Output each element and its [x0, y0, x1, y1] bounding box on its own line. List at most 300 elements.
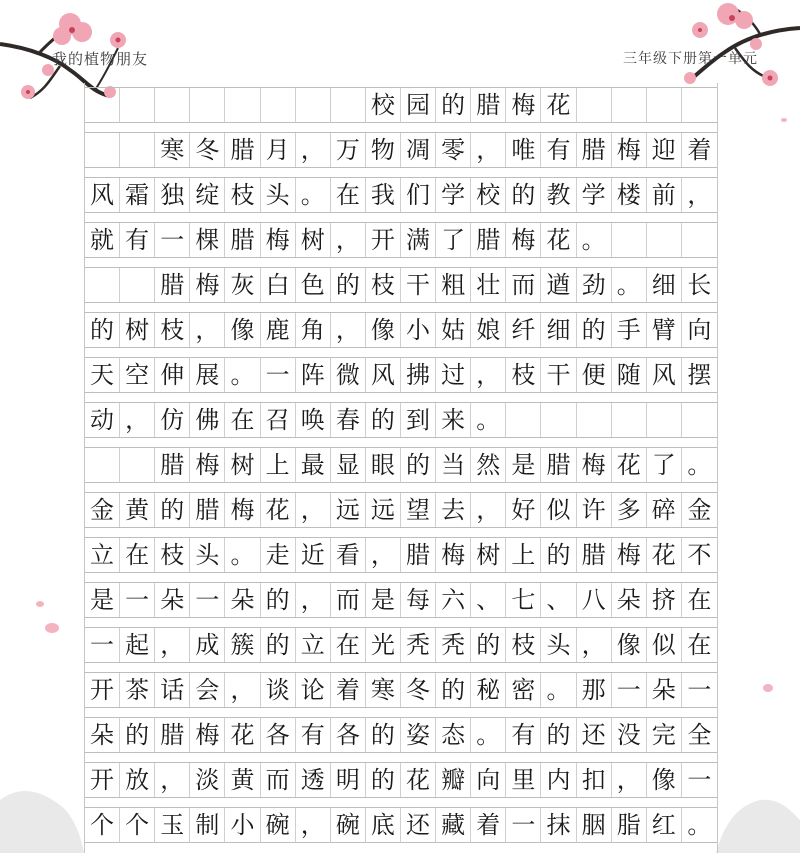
grid-cell: 着 [331, 673, 366, 707]
grid-cell: 的 [85, 313, 120, 347]
grid-cell: 密 [506, 673, 541, 707]
grid-cell [120, 448, 155, 482]
grid-cell: 远 [331, 493, 366, 527]
grid-paper-sheet [84, 83, 718, 853]
grid-cell: 的 [366, 403, 401, 437]
grid-cell: 扣 [577, 763, 612, 797]
grid-cell [120, 133, 155, 167]
grid-cell: 的 [577, 313, 612, 347]
grid-cell: 八 [577, 583, 612, 617]
grid-cell [682, 88, 717, 122]
grid-cell: 朵 [155, 583, 190, 617]
grid-cell: 没 [612, 718, 647, 752]
grid-cell: 干 [541, 358, 576, 392]
grid-cell: ， [331, 313, 366, 347]
grid-cell: 头 [190, 538, 225, 572]
grid-cell: 在 [331, 178, 366, 212]
grid-cell [541, 403, 576, 437]
grid-cell: 的 [401, 448, 436, 482]
unit-theme-label: 我的植物朋友 [52, 50, 149, 68]
grid-cell: 而 [506, 268, 541, 302]
grid-cell: 看 [331, 538, 366, 572]
grid-cell: 不 [687, 541, 712, 569]
grid-cell [682, 403, 717, 437]
grid-cell: 仿 [155, 403, 190, 437]
grid-cell: 碗 [261, 808, 296, 842]
grid-cell: 态 [436, 718, 471, 752]
grid-cell: 朵 [647, 673, 682, 707]
grid-cell: 、 [541, 583, 576, 617]
grid-cell: 零 [436, 133, 471, 167]
grid-cell: 灰 [225, 268, 260, 302]
grid-cell: 一 [120, 583, 155, 617]
grid-cell: 秘 [471, 673, 506, 707]
grid-cell: 枝 [155, 538, 190, 572]
grid-cell: 教 [541, 178, 576, 212]
grid-cell [85, 88, 120, 122]
grid-cell: 而 [261, 763, 296, 797]
grid-cell: 有 [296, 718, 331, 752]
essay-line [85, 537, 717, 573]
grid-cell: 树 [471, 538, 506, 572]
grid-cell: 到 [401, 403, 436, 437]
grid-cell: 遒 [541, 268, 576, 302]
grid-cell: 簇 [225, 628, 260, 662]
grid-cell: 迎 [647, 133, 682, 167]
grid-cell: 梅 [190, 718, 225, 752]
grid-cell: 的 [366, 763, 401, 797]
grid-cell: 的 [436, 88, 471, 122]
grid-cell: 唯 [506, 133, 541, 167]
grid-cell: 了 [436, 223, 471, 257]
grid-cell: 凋 [401, 133, 436, 167]
grid-cell: 。 [471, 718, 506, 752]
grid-cell [85, 133, 120, 167]
grid-cell: 当 [436, 448, 471, 482]
grid-cell: 的 [261, 628, 296, 662]
grid-cell: 黄 [225, 763, 260, 797]
grid-cell: 角 [296, 313, 331, 347]
grid-cell [190, 88, 225, 122]
grid-cell: 梅 [436, 538, 471, 572]
grid-cell [225, 88, 260, 122]
grid-cell: ， [366, 538, 401, 572]
grid-cell: 花 [225, 718, 260, 752]
grid-cell: 一 [155, 223, 190, 257]
grid-cell [296, 88, 331, 122]
grid-cell: 像 [225, 313, 260, 347]
grid-cell: 一 [687, 766, 712, 794]
grid-cell: 树 [225, 448, 260, 482]
grid-cell: 小 [225, 808, 260, 842]
grid-cell: 七 [506, 583, 541, 617]
grid-cell: 金 [85, 493, 120, 527]
grid-cell: 开 [85, 763, 120, 797]
grid-cell: 成 [190, 628, 225, 662]
grid-cell: 像 [612, 628, 647, 662]
grid-cell: 花 [261, 493, 296, 527]
essay-line [85, 582, 717, 618]
grid-cell: 佛 [190, 403, 225, 437]
grid-cell: 了 [647, 448, 682, 482]
grid-cell: 起 [120, 628, 155, 662]
grid-cell: 向 [471, 763, 506, 797]
grid-cell: 园 [401, 88, 436, 122]
grid-cell [612, 403, 647, 437]
grid-cell: 金 [687, 496, 712, 524]
grid-cell: 梅 [225, 493, 260, 527]
grid-cell: 像 [647, 763, 682, 797]
grid-cell: 空 [120, 358, 155, 392]
grid-cell: 黄 [120, 493, 155, 527]
grid-cell: ， [612, 763, 647, 797]
grid-cell: 校 [471, 178, 506, 212]
grid-cell: 树 [296, 223, 331, 257]
essay-line [85, 672, 717, 708]
grid-cell: 碎 [647, 493, 682, 527]
grid-cell: 秃 [401, 628, 436, 662]
grid-cell: 着 [471, 808, 506, 842]
grid-cell: 近 [296, 538, 331, 572]
essay-line [85, 717, 717, 753]
grid-cell: 干 [401, 268, 436, 302]
grid-cell: 壮 [471, 268, 506, 302]
grid-cell: 明 [331, 763, 366, 797]
grid-cell: 腊 [471, 88, 506, 122]
grid-cell: 头 [541, 628, 576, 662]
grid-cell: 枝 [506, 628, 541, 662]
grid-cell: 独 [155, 178, 190, 212]
grid-cell: 开 [366, 223, 401, 257]
grid-cell: 腊 [471, 223, 506, 257]
grid-cell: 个 [120, 808, 155, 842]
grid-cell: 梅 [261, 223, 296, 257]
grid-cell: 朵 [225, 583, 260, 617]
grid-cell: 朵 [612, 583, 647, 617]
grid-cell: 显 [331, 448, 366, 482]
grid-cell: 秃 [436, 628, 471, 662]
grid-cell: 一 [261, 358, 296, 392]
grid-cell: 拂 [401, 358, 436, 392]
grid-cell: 好 [506, 493, 541, 527]
grid-cell: 红 [647, 808, 682, 842]
grid-cell: 茶 [120, 673, 155, 707]
grid-cell: 个 [85, 808, 120, 842]
grid-cell: 一 [612, 673, 647, 707]
grid-cell: 话 [155, 673, 190, 707]
grid-cell: 一 [687, 676, 712, 704]
grid-cell: 棵 [190, 223, 225, 257]
grid-cell: 会 [190, 673, 225, 707]
grid-cell: 枝 [225, 178, 260, 212]
grid-cell [682, 223, 717, 257]
grid-cell [577, 403, 612, 437]
grid-cell: 似 [647, 628, 682, 662]
grid-cell: 花 [612, 448, 647, 482]
grid-cell: 娘 [471, 313, 506, 347]
grid-cell: 有 [506, 718, 541, 752]
grid-cell: 风 [366, 358, 401, 392]
grid-cell: ， [471, 493, 506, 527]
grid-cell: 的 [506, 178, 541, 212]
grid-cell [577, 88, 612, 122]
grid-cell: 鹿 [261, 313, 296, 347]
grid-cell: 色 [296, 268, 331, 302]
grid-cell: 谈 [261, 673, 296, 707]
grid-cell: 冬 [401, 673, 436, 707]
grid-cell: 的 [541, 538, 576, 572]
grid-cell: 微 [331, 358, 366, 392]
grid-cell: 透 [296, 763, 331, 797]
grid-cell: 物 [366, 133, 401, 167]
grid-cell [647, 88, 682, 122]
grid-cell: 纤 [506, 313, 541, 347]
grid-cell: ， [331, 223, 366, 257]
grid-cell: 霜 [120, 178, 155, 212]
grid-cell: 在 [120, 538, 155, 572]
grid-cell: 细 [541, 313, 576, 347]
grid-cell: 放 [120, 763, 155, 797]
grid-cell: 那 [577, 673, 612, 707]
grid-cell: 梅 [506, 88, 541, 122]
grid-cell: ， [471, 358, 506, 392]
grid-cell: 远 [366, 493, 401, 527]
grid-cell: 头 [261, 178, 296, 212]
grid-cell: ， [190, 313, 225, 347]
grid-cell: 梅 [612, 538, 647, 572]
grid-cell: 是 [366, 583, 401, 617]
grid-cell: 在 [331, 628, 366, 662]
grid-cell: 着 [687, 136, 712, 164]
grid-cell: 、 [471, 583, 506, 617]
grid-cell: ， [155, 628, 190, 662]
essay-title-row [85, 87, 717, 123]
grid-cell: 各 [261, 718, 296, 752]
grid-cell: 制 [190, 808, 225, 842]
grid-cell: 的 [471, 628, 506, 662]
grid-cell: 腊 [541, 448, 576, 482]
grid-cell: 梅 [190, 268, 225, 302]
grid-cell: 六 [436, 583, 471, 617]
grid-cell: 随 [612, 358, 647, 392]
grid-cell: 的 [331, 268, 366, 302]
grid-cell: 像 [366, 313, 401, 347]
grid-cell: 唤 [296, 403, 331, 437]
grid-cell: 我 [366, 178, 401, 212]
grid-cell: 里 [506, 763, 541, 797]
grid-cell: 腊 [225, 223, 260, 257]
grid-cell: 多 [612, 493, 647, 527]
grid-cell: 似 [541, 493, 576, 527]
grid-cell: 脂 [612, 808, 647, 842]
grid-cell: 胭 [577, 808, 612, 842]
grid-cell: 便 [577, 358, 612, 392]
plum-blossom-branch-right-icon [684, 3, 800, 86]
grid-cell: 玉 [155, 808, 190, 842]
grid-cell: 开 [85, 673, 120, 707]
grid-cell: 展 [190, 358, 225, 392]
grid-cell: 一 [85, 628, 120, 662]
grid-cell: 腊 [577, 133, 612, 167]
grid-cell: 长 [687, 271, 712, 299]
grid-cell: 。 [296, 178, 331, 212]
grid-cell: 姑 [436, 313, 471, 347]
grid-cell: 眼 [366, 448, 401, 482]
essay-line [85, 447, 717, 483]
grid-cell: 满 [401, 223, 436, 257]
grid-cell: 楼 [612, 178, 647, 212]
grid-cell: 伸 [155, 358, 190, 392]
grid-cell: 树 [120, 313, 155, 347]
grid-cell: 的 [155, 493, 190, 527]
grid-cell: 有 [120, 223, 155, 257]
grid-cell: 立 [85, 538, 120, 572]
grid-cell: 最 [296, 448, 331, 482]
essay-line [85, 357, 717, 393]
grid-cell: 梅 [190, 448, 225, 482]
grid-cell: ， [155, 763, 190, 797]
grid-cell: 枝 [155, 313, 190, 347]
grid-cell: 花 [401, 763, 436, 797]
grid-cell [331, 88, 366, 122]
grid-cell: 抹 [541, 808, 576, 842]
grade-unit-label: 三年级下册第一单元 [623, 51, 758, 67]
grid-cell: 花 [541, 223, 576, 257]
grid-cell: 前 [647, 178, 682, 212]
grid-cell: 望 [401, 493, 436, 527]
grid-cell: 学 [436, 178, 471, 212]
grid-cell: 花 [647, 538, 682, 572]
grid-cell: 然 [471, 448, 506, 482]
grid-cell: 枝 [366, 268, 401, 302]
grid-cell: 。 [577, 223, 612, 257]
grid-cell: 的 [436, 673, 471, 707]
grid-cell: 学 [577, 178, 612, 212]
grid-cell: 阵 [296, 358, 331, 392]
grid-cell: 光 [366, 628, 401, 662]
grid-cell: 枝 [506, 358, 541, 392]
essay-line [85, 222, 717, 258]
grid-cell: 万 [331, 133, 366, 167]
grid-cell [506, 403, 541, 437]
grid-cell: 全 [687, 721, 712, 749]
grid-cell: 底 [366, 808, 401, 842]
grid-cell: 一 [190, 583, 225, 617]
grid-cell: 走 [261, 538, 296, 572]
grid-cell [120, 268, 155, 302]
grid-cell: 瓣 [436, 763, 471, 797]
grid-cell: 冬 [190, 133, 225, 167]
grid-cell: 是 [506, 448, 541, 482]
grid-cell: 腊 [577, 538, 612, 572]
grid-cell: 在 [687, 631, 712, 659]
grid-cell: 寒 [155, 133, 190, 167]
grid-cell: 论 [296, 673, 331, 707]
grid-cell: 绽 [190, 178, 225, 212]
grid-cell: ， [296, 133, 331, 167]
grid-cell: 腊 [155, 268, 190, 302]
grid-cell: 来 [436, 403, 471, 437]
grid-cell: 臂 [647, 313, 682, 347]
grid-cell: ， [687, 181, 712, 209]
grid-cell: 风 [647, 358, 682, 392]
grid-cell: 向 [687, 316, 712, 344]
grid-cell: 上 [261, 448, 296, 482]
grid-cell: 上 [506, 538, 541, 572]
essay-line [85, 402, 717, 438]
essay-line [85, 627, 717, 663]
grid-cell: 过 [436, 358, 471, 392]
grid-cell [155, 88, 190, 122]
grid-cell [612, 88, 647, 122]
grid-cell: 天 [85, 358, 120, 392]
grid-cell: 劲 [577, 268, 612, 302]
grid-cell: 内 [541, 763, 576, 797]
grid-cell: 挤 [647, 583, 682, 617]
grid-cell: 腊 [190, 493, 225, 527]
grid-cell: ， [471, 133, 506, 167]
grid-cell: ， [577, 628, 612, 662]
grid-cell: 藏 [436, 808, 471, 842]
grid-cell: 腊 [401, 538, 436, 572]
grid-cell: 梅 [506, 223, 541, 257]
grid-cell: 召 [261, 403, 296, 437]
essay-line [85, 492, 717, 528]
grid-cell: 风 [85, 178, 120, 212]
grid-cell: 去 [436, 493, 471, 527]
grid-cell: 腊 [155, 718, 190, 752]
grid-cell: 梅 [612, 133, 647, 167]
grid-cell: 还 [577, 718, 612, 752]
grid-cell: 的 [541, 718, 576, 752]
grid-cell: 。 [225, 538, 260, 572]
grid-cell [85, 448, 120, 482]
grid-cell: 摆 [687, 361, 712, 389]
grid-cell: 手 [612, 313, 647, 347]
grid-cell: 许 [577, 493, 612, 527]
grid-cell [647, 223, 682, 257]
grid-cell: 。 [612, 268, 647, 302]
grid-cell: 。 [687, 811, 712, 839]
grid-cell: 校 [366, 88, 401, 122]
grid-cell: 梅 [577, 448, 612, 482]
grid-cell: 的 [261, 583, 296, 617]
grid-cell: 的 [120, 718, 155, 752]
grid-cell: 腊 [225, 133, 260, 167]
essay-line [85, 267, 717, 303]
grid-cell: ， [296, 808, 331, 842]
grid-cell: 有 [541, 133, 576, 167]
grid-cell: 完 [647, 718, 682, 752]
grid-cell: ， [296, 583, 331, 617]
grid-cell: 。 [541, 673, 576, 707]
grid-cell: 而 [331, 583, 366, 617]
essay-line [85, 312, 717, 348]
essay-line [85, 762, 717, 798]
grid-cell: 还 [401, 808, 436, 842]
grid-cell [261, 88, 296, 122]
grid-cell: 白 [261, 268, 296, 302]
grid-cell: 细 [647, 268, 682, 302]
grid-cell: 碗 [331, 808, 366, 842]
grid-cell: ， [296, 493, 331, 527]
grid-cell: 是 [85, 583, 120, 617]
grid-cell: 。 [225, 358, 260, 392]
grid-cell: 就 [85, 223, 120, 257]
grid-cell: 花 [541, 88, 576, 122]
grid-cell: 在 [687, 586, 712, 614]
grid-cell: 。 [687, 451, 712, 479]
